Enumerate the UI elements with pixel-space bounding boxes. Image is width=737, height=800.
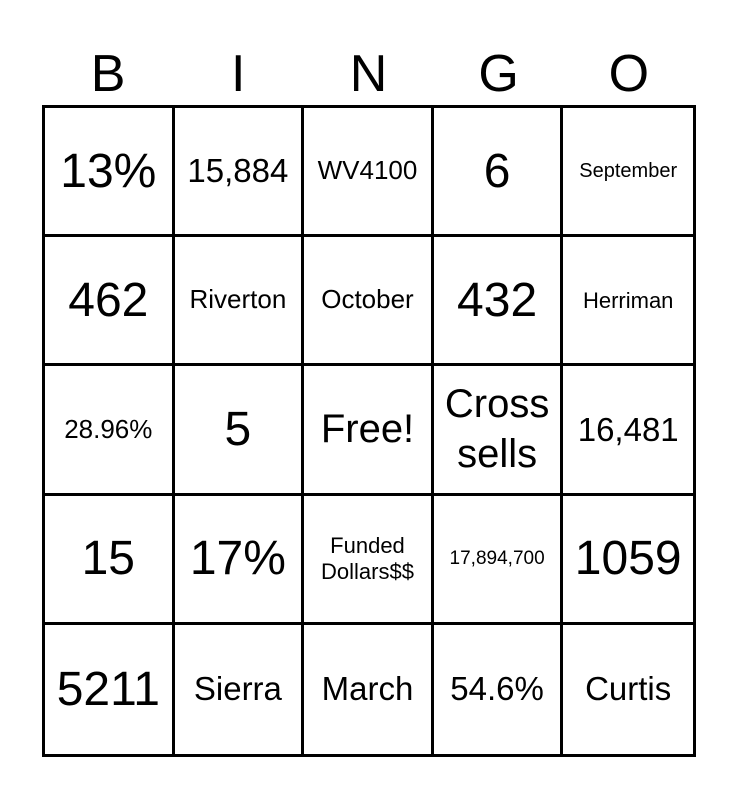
- bingo-cell[interactable]: [175, 237, 305, 366]
- cell-text: 15: [81, 532, 135, 586]
- bingo-cell[interactable]: [45, 366, 175, 495]
- bingo-cell[interactable]: [45, 625, 175, 754]
- cell-text: WV4100: [317, 155, 418, 186]
- cell-text: Curtis: [585, 670, 672, 708]
- bingo-cell[interactable]: [563, 237, 693, 366]
- bingo-cell[interactable]: [304, 496, 434, 625]
- bingo-cell[interactable]: [45, 108, 175, 237]
- bingo-cell[interactable]: [563, 366, 693, 495]
- cell-text: 13%: [60, 144, 157, 198]
- bingo-cell[interactable]: [304, 108, 434, 237]
- cell-text: 17%: [189, 532, 286, 586]
- cell-text: 1059: [574, 532, 682, 586]
- header-letter-g: G: [478, 45, 519, 103]
- cell-text: 17,894,700: [449, 547, 545, 569]
- cell-text: Free!: [320, 407, 415, 452]
- cell-text: Herriman: [582, 287, 674, 313]
- bingo-cell[interactable]: [304, 366, 434, 495]
- bingo-cell[interactable]: [175, 496, 305, 625]
- bingo-cell[interactable]: [563, 625, 693, 754]
- bingo-cell[interactable]: [45, 496, 175, 625]
- cell-text: Cross sells: [444, 382, 550, 477]
- cell-text: March: [321, 670, 414, 708]
- bingo-cell[interactable]: [563, 496, 693, 625]
- cell-text: Riverton: [189, 284, 287, 315]
- header-letter-i: I: [231, 45, 246, 103]
- cell-text: 462: [68, 273, 149, 327]
- cell-text: Funded Dollars$$: [321, 533, 414, 584]
- bingo-cell[interactable]: [434, 366, 564, 495]
- cell-text: 28.96%: [64, 413, 153, 444]
- bingo-cell[interactable]: [434, 237, 564, 366]
- cell-text: September: [579, 159, 678, 182]
- bingo-cell[interactable]: [434, 108, 564, 237]
- bingo-cell[interactable]: [45, 237, 175, 366]
- bingo-cell[interactable]: [434, 496, 564, 625]
- cell-text: 15,884: [187, 152, 289, 190]
- cell-text: 6: [483, 144, 511, 198]
- cell-text: 432: [457, 273, 538, 327]
- bingo-cell[interactable]: [304, 625, 434, 754]
- cell-text: 5211: [56, 662, 160, 716]
- bingo-header: [43, 44, 694, 104]
- bingo-cell[interactable]: [175, 108, 305, 237]
- bingo-cell[interactable]: [563, 108, 693, 237]
- bingo-cell[interactable]: [304, 237, 434, 366]
- bingo-cell[interactable]: [434, 625, 564, 754]
- cell-text: October: [321, 284, 414, 315]
- header-letter-b: B: [90, 45, 126, 103]
- bingo-cell[interactable]: [175, 366, 305, 495]
- cell-text: 5: [224, 402, 252, 456]
- bingo-cell[interactable]: [175, 625, 305, 754]
- header-letter-o: O: [608, 45, 650, 103]
- bingo-board: [42, 105, 696, 757]
- cell-text: 16,481: [577, 410, 679, 448]
- cell-text: 54.6%: [450, 670, 544, 708]
- cell-text: Sierra: [193, 670, 282, 708]
- header-letter-n: N: [349, 45, 388, 103]
